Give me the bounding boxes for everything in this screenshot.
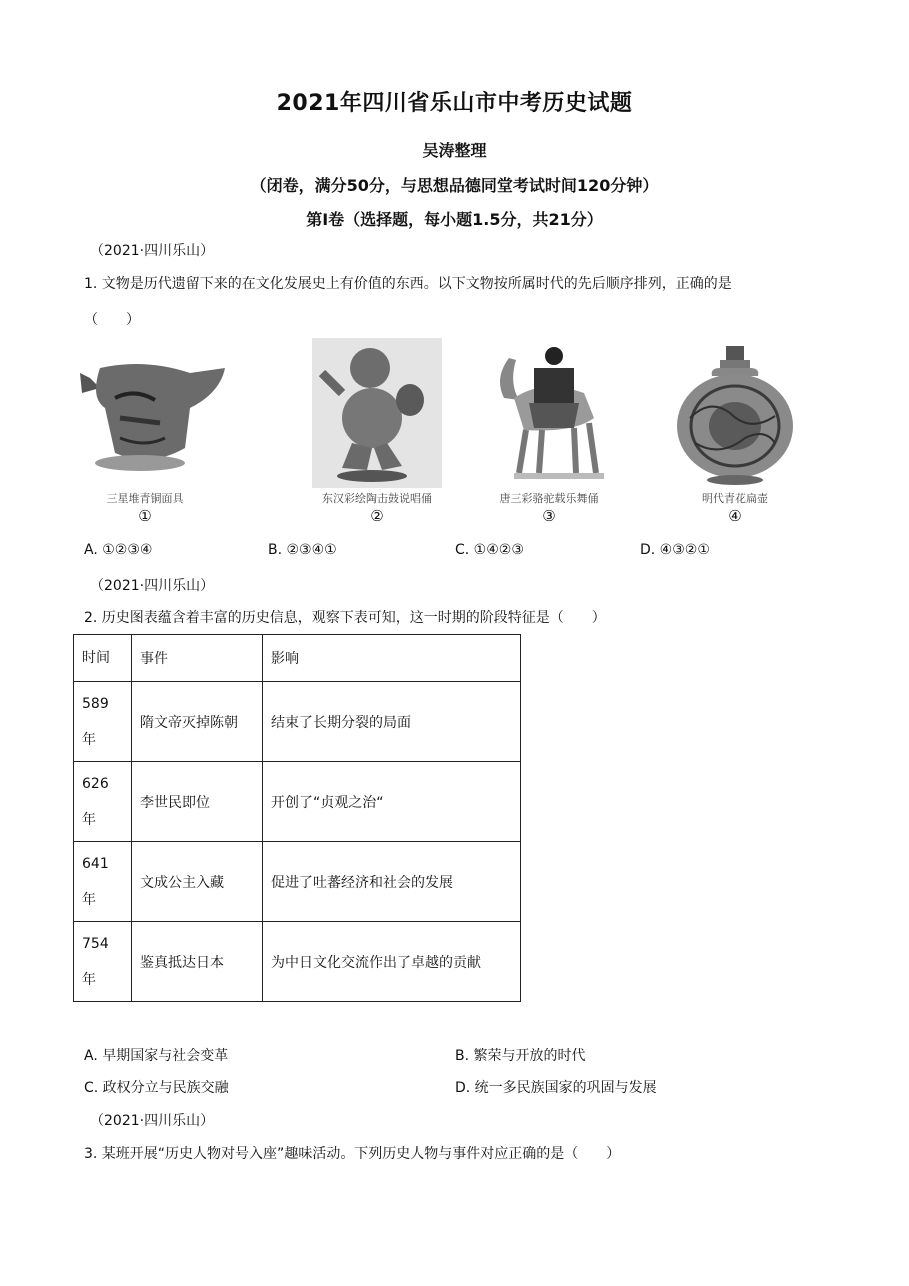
table-row [74, 762, 521, 842]
artifact-caption: 唐三彩骆驼载乐舞俑 [499, 492, 599, 505]
table-impact-cell: 结束了长期分裂的局面 [263, 682, 521, 762]
table-year-cell [74, 682, 132, 762]
artifact-2 [292, 338, 462, 528]
q2-option-d[interactable]: D. 统一多民族国家的巩固与发展 [455, 1080, 657, 1096]
year-unit: 年 [82, 731, 96, 748]
q2-source: （2021·四川乐山） [90, 578, 215, 594]
artifact-number: ④ [728, 507, 742, 525]
q3-source: （2021·四川乐山） [90, 1113, 215, 1129]
table-event-cell: 文成公主入藏 [132, 842, 263, 922]
history-table [73, 634, 521, 1002]
page-title: 2021年四川省乐山市中考历史试题 [276, 91, 633, 116]
q1-blank: （ ） [84, 312, 140, 328]
camel-figurine-icon [464, 338, 634, 488]
q3-stem: 3. 某班开展“历史人物对号入座”趣味活动。下列历史人物与事件对应正确的是（ ） [84, 1146, 621, 1162]
q2-option-b[interactable]: B. 繁荣与开放的时代 [455, 1048, 586, 1064]
artifact-4 [650, 338, 820, 528]
artifact-number: ③ [542, 507, 556, 525]
q2-option-a[interactable]: A. 早期国家与社会变革 [84, 1048, 229, 1064]
table-row [74, 682, 521, 762]
table-event-cell: 隋文帝灭掉陈朝 [132, 682, 263, 762]
table-year-cell [74, 922, 132, 1002]
year-number: 589 [82, 695, 109, 712]
q1-source: （2021·四川乐山） [90, 243, 215, 259]
table-header-row [74, 635, 521, 682]
artifact-caption: 三星堆青铜面具 [106, 492, 184, 505]
table-event-cell: 鉴真抵达日本 [132, 922, 263, 1002]
table-year-cell [74, 842, 132, 922]
table-header-cell: 影响 [263, 635, 521, 682]
year-number: 754 [82, 935, 109, 952]
artifact-number: ① [138, 507, 152, 525]
table-impact-cell: 开创了“贞观之治“ [263, 762, 521, 842]
table-impact-cell: 促进了吐蕃经济和社会的发展 [263, 842, 521, 922]
artifact-number: ② [370, 507, 384, 525]
year-number: 641 [82, 855, 109, 872]
artifact-images [60, 338, 860, 528]
porcelain-flask-icon [650, 338, 820, 488]
table-row [74, 922, 521, 1002]
author-line: 吴涛整理 [422, 141, 487, 160]
q1-option-d[interactable]: D. ④③②① [640, 542, 710, 558]
table-impact-cell: 为中日文化交流作出了卓越的贡献 [263, 922, 521, 1002]
artifact-3 [464, 338, 634, 528]
q1-option-b[interactable]: B. ②③④① [268, 542, 337, 558]
artifact-caption: 明代青花扁壶 [702, 492, 768, 505]
q1-option-a[interactable]: A. ①②③④ [84, 542, 153, 558]
drummer-figurine-icon [292, 338, 462, 488]
q1-stem: 1. 文物是历代遗留下来的在文化发展史上有价值的东西。以下文物按所属时代的先后顺序排列，正确的是 [84, 276, 732, 292]
table-row [74, 842, 521, 922]
year-number: 626 [82, 775, 109, 792]
q2-option-c[interactable]: C. 政权分立与民族交融 [84, 1080, 229, 1096]
year-unit: 年 [82, 891, 96, 908]
artifact-1 [60, 338, 230, 528]
table-header-cell: 时间 [74, 635, 132, 682]
section-heading: 第I卷（选择题，每小题1.5分，共21分） [306, 210, 603, 229]
q1-option-c[interactable]: C. ①④②③ [455, 542, 524, 558]
table-event-cell: 李世民即位 [132, 762, 263, 842]
q2-stem: 2. 历史图表蕴含着丰富的历史信息，观察下表可知，这一时期的阶段特征是（ ） [84, 610, 606, 626]
table-year-cell [74, 762, 132, 842]
bronze-mask-icon [60, 338, 230, 488]
year-unit: 年 [82, 971, 96, 988]
artifact-caption: 东汉彩绘陶击鼓说唱俑 [322, 492, 432, 505]
year-unit: 年 [82, 811, 96, 828]
exam-note: （闭卷，满分50分，与思想品德同堂考试时间120分钟） [250, 176, 659, 195]
table-header-cell: 事件 [132, 635, 263, 682]
